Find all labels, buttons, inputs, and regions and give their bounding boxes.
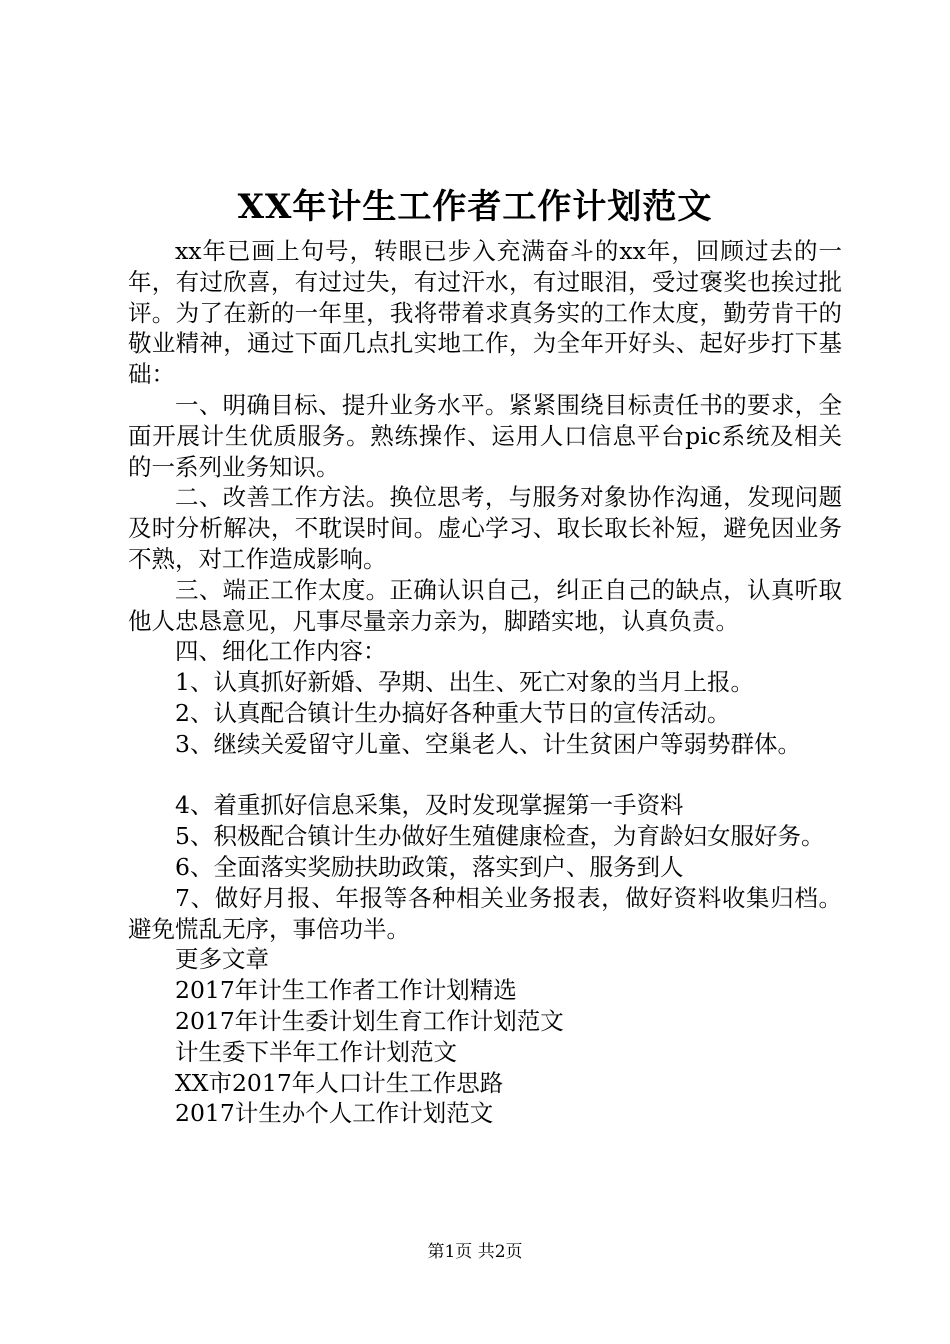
list-item-6: 6、全面落实奖励扶助政策，落实到户、服务到人 [175, 852, 684, 881]
more-article-link[interactable]: 2017计生办个人工作计划范文 [175, 1099, 494, 1128]
more-article-link[interactable]: XX市2017年人口计生工作思路 [175, 1068, 504, 1097]
section-2-paragraph: 二、改善工作方法。换位思考，与服务对象协作沟通，发现问题及时分析解决，不耽误时间。虚心学习、取长取长补短，避免因业务不熟，对工作造成影响。 [128, 483, 842, 573]
list-item-7: 7、做好月报、年报等各种相关业务报表，做好资料收集归档。避免慌乱无序，事倍功半。 [128, 883, 842, 943]
section-3-paragraph: 三、端正工作太度。正确认识自己，纠正自己的缺点，认真听取他人忠恳意见，凡事尽量亲力亲为，脚踏实地，认真负责。 [128, 575, 842, 635]
document-body [128, 236, 842, 1129]
page-number: 第1页 共2页 [427, 1242, 523, 1262]
more-article-link[interactable]: 2017年计生工作者工作计划精选 [175, 976, 517, 1005]
list-item-5: 5、积极配合镇计生办做好生殖健康检查，为育龄妇女服好务。 [175, 822, 825, 851]
section-4-heading: 四、细化工作内容： [175, 637, 387, 666]
more-article-link[interactable]: 计生委下半年工作计划范文 [175, 1037, 457, 1066]
intro-paragraph: xx年已画上句号，转眼已步入充满奋斗的xx年，回顾过去的一年，有过欣喜，有过过失，有过汗水，有过眼泪，受过褒奖也挨过批评。为了在新的一年里，我将带着求真务实的工作太度，勤劳肯干的敬业精神，通过下面几点扎实地工作，为全年开好头、起好步打下基础： [128, 237, 842, 389]
more-articles-heading: 更多文章 [175, 945, 269, 974]
list-item-2: 2、认真配合镇计生办搞好各种重大节日的宣传活动。 [175, 698, 731, 727]
section-1-paragraph: 一、明确目标、提升业务水平。紧紧围绕目标责任书的要求，全面开展计生优质服务。熟练操作、运用人口信息平台pic系统及相关的一系列业务知识。 [128, 390, 842, 481]
more-article-link[interactable]: 2017年计生委计划生育工作计划范文 [175, 1006, 564, 1035]
list-item-1: 1、认真抓好新婚、孕期、出生、死亡对象的当月上报。 [175, 668, 754, 697]
list-item-4: 4、着重抓好信息采集，及时发现掌握第一手资料 [175, 791, 684, 820]
document-title: XX年计生工作者工作计划范文 [237, 187, 713, 227]
list-item-3: 3、继续关爱留守儿童、空巢老人、计生贫困户等弱势群体。 [175, 729, 801, 758]
